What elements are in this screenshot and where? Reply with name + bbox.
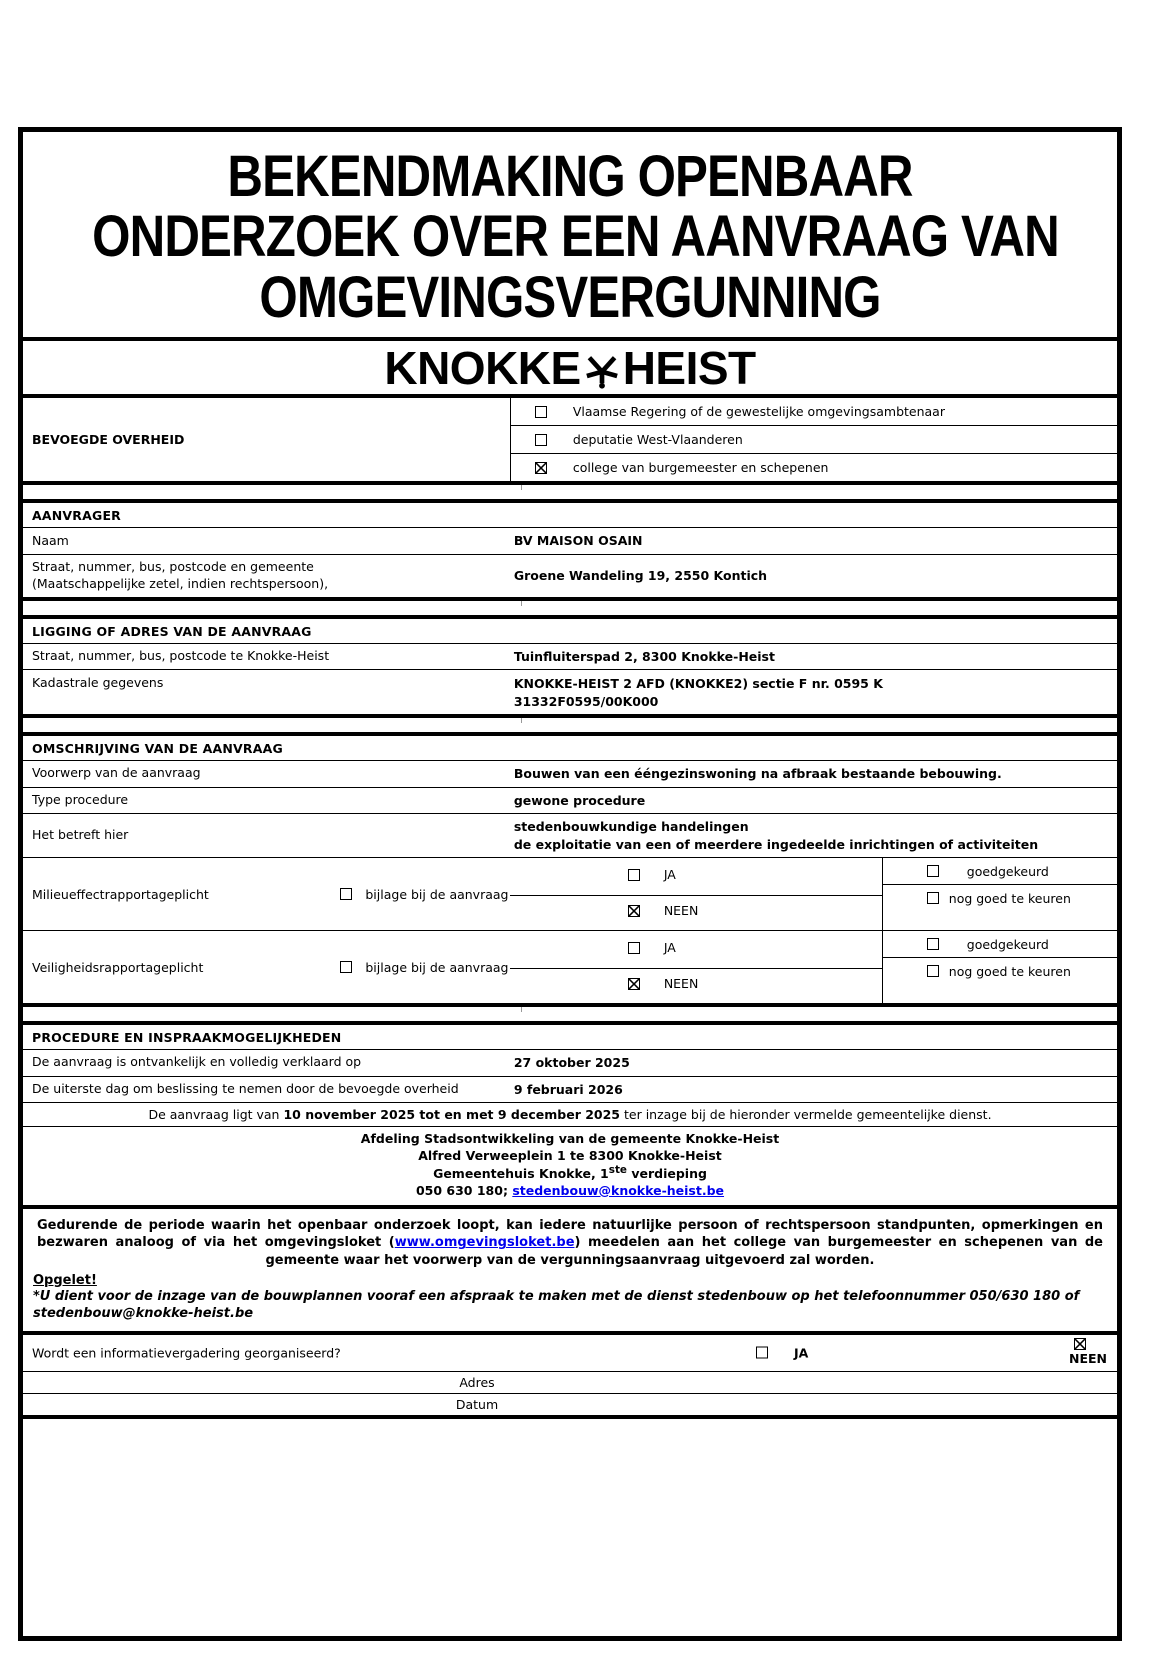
bezwaar-paragraaf (23, 1209, 1117, 1270)
mer-ja-item (628, 867, 676, 882)
checkbox-mer-goedgekeurd[interactable] (927, 865, 939, 877)
option-deputatie (511, 425, 1117, 453)
verdieping-suffix: verdieping (626, 1166, 707, 1182)
vr-ja-label: JA (663, 940, 676, 956)
vr-nog-goed-item (883, 958, 1117, 984)
datum-label: Datum (455, 1396, 499, 1412)
vr-label: Veiligheidsrapportageplicht (32, 959, 204, 975)
checkbox-mer-nog-goed[interactable] (927, 892, 939, 904)
row-datum (23, 1394, 1117, 1415)
mer-label: Milieueffectrapportageplicht (32, 886, 209, 902)
knokke-heist-star-icon (584, 353, 620, 389)
omgevingsloket-link[interactable]: www.omgevingsloket.be (394, 1235, 575, 1251)
mer-bijlage (318, 858, 509, 930)
section-infovergadering (23, 1335, 1117, 1419)
checkbox-vr-bijlage[interactable] (340, 961, 352, 973)
betreft-value-line1: stedenbouwkundige handelingen (513, 819, 749, 835)
procedure-header: PROCEDURE EN INSPRAAKMOGELIJKHEDEN (23, 1025, 1117, 1050)
row-ligging-straat (23, 644, 1117, 670)
adres-label: Adres (459, 1374, 495, 1390)
row-voorwerp (23, 761, 1117, 787)
checkbox-info-ja[interactable] (756, 1347, 768, 1359)
ontvankelijk-label: De aanvraag is ontvankelijk en volledig verklaard op (32, 1054, 362, 1070)
page-title-line3: OMGEVINGSVERGUNNING (259, 263, 881, 330)
adres-label-line1: Straat, nummer, bus, postcode en gemeente (32, 558, 314, 574)
section-bevoegde-overheid (23, 398, 1117, 485)
checkbox-vr-nog-goed[interactable] (927, 965, 939, 977)
verdieping-sup: ste (608, 1164, 627, 1177)
dienst-contact (23, 1183, 1117, 1200)
option-label: deputatie West-Vlaanderen (572, 432, 743, 448)
row-milieueffectrapportageplicht (23, 857, 1117, 930)
logo-text-left: KNOKKE (384, 341, 581, 394)
voorwerp-label: Voorwerp van de aanvraag (32, 765, 201, 781)
type-procedure-label: Type procedure (32, 791, 129, 807)
inzage-periode-line (23, 1102, 1117, 1126)
row-veiligheidsrapportageplicht (23, 930, 1117, 1003)
dienst-naam: Afdeling Stadsontwikkeling van de gemeente Knokke-Heist (360, 1131, 780, 1147)
bezwaar-prefix: Gedurende de periode waarin het openbaar onderzoek loopt, kan iedere natuurlijke persoon of rechtspersoon standpunten, opmerkingen en bezwaren analoog of via het omgevingsloket ( (37, 1218, 1103, 1251)
info-ja-label: JA (793, 1345, 809, 1361)
infovergadering-question: Wordt een informatievergadering georganiseerd? (32, 1345, 341, 1361)
checkbox-vr-ja[interactable] (628, 942, 640, 954)
aanvrager-header: AANVRAGER (23, 503, 1117, 528)
inzage-suffix: ter inzage bij de hieronder vermelde gemeentelijke dienst. (620, 1107, 992, 1123)
dienst-email-link[interactable]: stedenbouw@knokke-heist.be (512, 1182, 725, 1198)
divider-line (510, 895, 882, 896)
vr-neen-label: NEEN (663, 976, 699, 992)
page-title-line1: BEKENDMAKING OPENBAAR (227, 142, 913, 209)
notes-empty-box (23, 1419, 1117, 1636)
option-college (511, 453, 1117, 481)
kadaster-value-line1: KNOKKE-HEIST 2 AFD (KNOKKE2) sectie F nr. 0595 K (513, 676, 883, 692)
row-kadaster (23, 669, 1117, 714)
naam-label: Naam (32, 532, 69, 548)
checkbox-mer-neen[interactable] (628, 905, 640, 917)
checkbox-college[interactable] (535, 462, 547, 474)
vr-goedgekeurd-label: goedgekeurd (966, 936, 1049, 952)
section-bezwaren (23, 1209, 1117, 1335)
voorwerp-value: Bouwen van een ééngezinswoning na afbraak bestaande bebouwing. (513, 766, 1002, 782)
row-infovergadering (23, 1335, 1117, 1372)
ontvankelijk-value: 27 oktober 2025 (513, 1055, 630, 1071)
infovergadering-neen-item (1069, 1338, 1107, 1367)
mer-ja-label: JA (663, 867, 676, 883)
bevoegde-overheid-options (510, 398, 1117, 481)
betreft-value (510, 814, 1117, 857)
row-uiterste-dag (23, 1076, 1117, 1103)
vr-bijlage (318, 931, 509, 1003)
section-divider (23, 485, 1117, 503)
info-neen-label: NEEN (1068, 1350, 1107, 1366)
section-divider (23, 1007, 1117, 1025)
uiterste-dag-label: De uiterste dag om beslissing te nemen door de bevoegde overheid (32, 1080, 459, 1096)
inzage-prefix: De aanvraag ligt van (148, 1107, 284, 1123)
verdieping-prefix: Gemeentehuis Knokke, 1 (433, 1166, 609, 1182)
kadaster-value-line2: 31332F0595/00K000 (513, 693, 659, 709)
adres-label-line2: (Maatschappelijke zetel, indien rechtspersoon), (32, 575, 329, 591)
ligging-straat-value: Tuinfluiterspad 2, 8300 Knokke-Heist (513, 648, 775, 664)
omschrijving-header: OMSCHRIJVING VAN DE AANVRAAG (23, 736, 1117, 761)
ligging-straat-label: Straat, nummer, bus, postcode te Knokke-Heist (32, 647, 330, 663)
mer-bijlage-label: bijlage bij de aanvraag (365, 886, 509, 902)
section-divider (23, 718, 1117, 736)
section-omschrijving (23, 736, 1117, 1007)
dienst-adres: Alfred Verweeplein 1 te 8300 Knokke-Heist (418, 1147, 722, 1163)
aanvrager-adres-value: Groene Wandeling 19, 2550 Kontich (513, 568, 768, 584)
logo-text-right: HEIST (622, 341, 756, 394)
checkbox-vr-neen[interactable] (628, 978, 640, 990)
dienst-telefoon: 050 630 180; (415, 1182, 513, 1198)
ligging-header: LIGGING OF ADRES VAN DE AANVRAAG (23, 619, 1117, 644)
opgelet-label: Opgelet! (33, 1272, 97, 1288)
infovergadering-ja-item (756, 1345, 808, 1360)
municipality-logo (23, 341, 1117, 398)
type-procedure-value: gewone procedure (513, 792, 646, 808)
checkbox-deputatie[interactable] (535, 434, 547, 446)
row-naam (23, 528, 1117, 554)
checkbox-vlaamse-regering[interactable] (535, 406, 547, 418)
dienst-verdieping (23, 1164, 1117, 1183)
checkbox-mer-ja[interactable] (628, 869, 640, 881)
mer-goedgekeurd-label: goedgekeurd (966, 863, 1049, 879)
betreft-label: Het betreft hier (32, 827, 129, 843)
kadaster-value (510, 670, 1117, 714)
vr-ja-item (628, 940, 676, 955)
mer-goedgekeurd-item (883, 858, 1117, 885)
afspraak-note: *U dient voor de inzage van de bouwplannen vooraf een afspraak te maken met de dienst stedenbouw op het telefoonnummer 050/630 180 of stedenbouw@knokke-heist.be (33, 1288, 1080, 1322)
divider-line (510, 968, 882, 969)
betreft-value-line2: de exploitatie van een of meerdere ingedeelde inrichtingen of activiteiten (513, 836, 1039, 852)
row-adres (23, 1372, 1117, 1394)
option-label: Vlaamse Regering of de gewestelijke omgevingsambtenaar (572, 404, 945, 420)
inzage-periode: 10 november 2025 tot en met 9 december 2025 (283, 1107, 621, 1123)
row-ontvankelijk (23, 1050, 1117, 1076)
uiterste-dag-value: 9 februari 2026 (513, 1081, 623, 1097)
checkbox-mer-bijlage[interactable] (340, 888, 352, 900)
vr-ja-neen (510, 931, 882, 1003)
gemeentelijke-dienst-block (23, 1126, 1117, 1205)
row-aanvrager-adres (23, 554, 1117, 597)
vr-nog-goed-label: nog goed te keuren (948, 963, 1071, 979)
vr-bijlage-label: bijlage bij de aanvraag (365, 959, 509, 975)
section-divider (23, 601, 1117, 619)
bezwaar-suffix: ) meedelen aan het college van burgemeester en schepenen van de gemeente waar het voorwerp van de vergunningsaanvraag uitgevoerd zal worden. (265, 1235, 1104, 1268)
mer-nog-goed-label: nog goed te keuren (948, 890, 1071, 906)
announcement-form (18, 127, 1122, 1641)
title-block (23, 132, 1117, 341)
section-procedure (23, 1025, 1117, 1209)
vr-goedgekeurd-item (883, 931, 1117, 958)
option-vlaamse-regering (511, 398, 1117, 425)
row-type-procedure (23, 787, 1117, 814)
vr-neen-item (628, 976, 699, 991)
section-aanvrager (23, 503, 1117, 600)
row-betreft (23, 813, 1117, 857)
section-ligging (23, 619, 1117, 719)
vr-goedkeuring (882, 931, 1117, 1003)
checkbox-vr-goedgekeurd[interactable] (927, 938, 939, 950)
option-label: college van burgemeester en schepenen (572, 460, 829, 476)
mer-neen-label: NEEN (663, 903, 699, 919)
page-title-line2: ONDERZOEK OVER EEN AANVRAAG VAN (92, 203, 1059, 269)
bevoegde-overheid-label: BEVOEGDE OVERHEID (32, 432, 185, 448)
kadaster-label: Kadastrale gegevens (32, 675, 164, 691)
mer-ja-neen (510, 858, 882, 930)
mer-nog-goed-item (883, 885, 1117, 911)
naam-value: BV MAISON OSAIN (513, 533, 643, 549)
mer-neen-item (628, 903, 699, 918)
checkbox-info-neen[interactable] (1074, 1338, 1086, 1350)
mer-goedkeuring (882, 858, 1117, 930)
aanvrager-adres-label (23, 555, 510, 597)
